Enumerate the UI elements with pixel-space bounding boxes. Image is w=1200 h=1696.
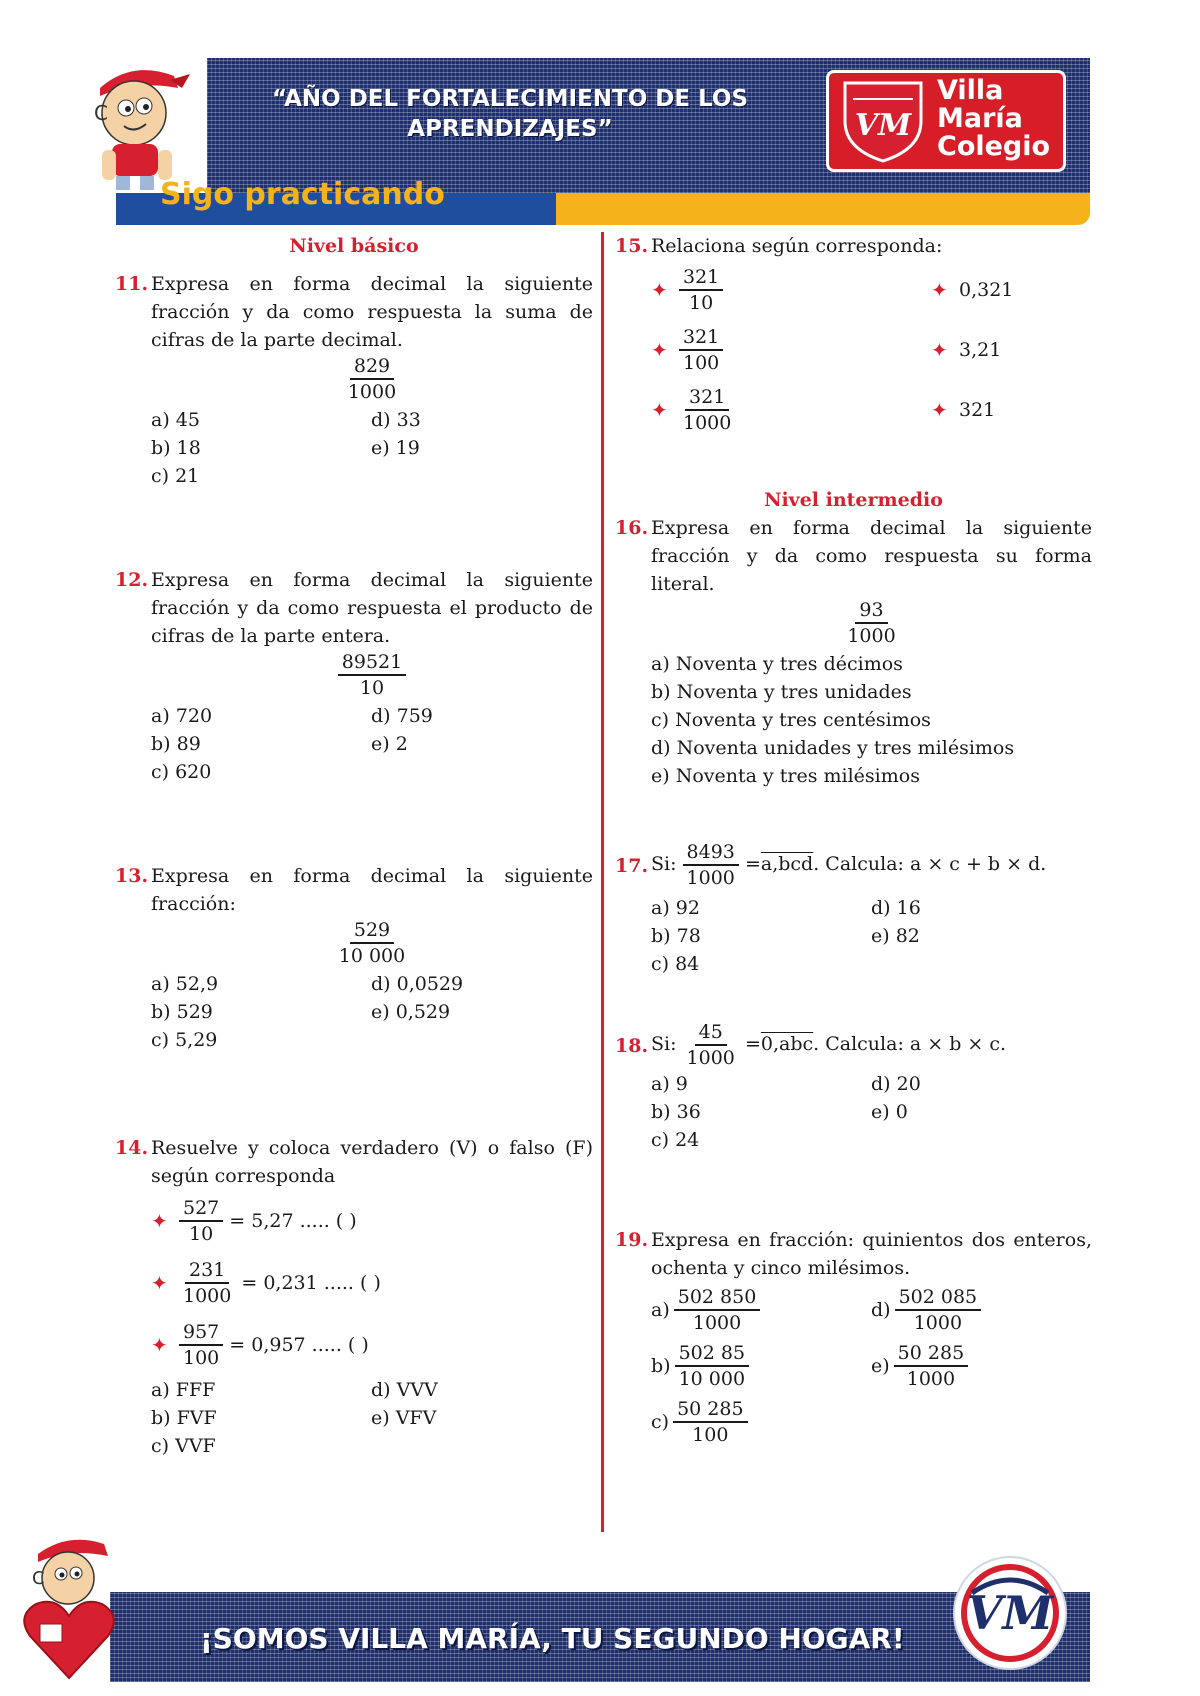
left-column xyxy=(115,232,593,1460)
statement-text: = 0,957 ..... ( ) xyxy=(229,1334,369,1356)
fraction-denominator: 1000 xyxy=(683,412,732,434)
problem-number: 13. xyxy=(115,865,149,887)
true-false-item xyxy=(151,1190,593,1252)
problem-18 xyxy=(615,1020,1092,1154)
match-grid xyxy=(651,260,1092,440)
problem-number: 16. xyxy=(615,517,649,539)
true-false-item xyxy=(151,1314,593,1376)
fraction-denominator: 10 xyxy=(359,677,385,699)
fraction-denominator: 10 xyxy=(189,1223,214,1245)
fraction-denominator: 100 xyxy=(692,1424,729,1446)
svg-text:C: C xyxy=(94,101,108,125)
problem-number: 14. xyxy=(115,1137,149,1159)
problem-number: 18. xyxy=(615,1035,649,1057)
fraction-numerator: 321 xyxy=(679,265,723,291)
answer-option xyxy=(871,1338,1091,1394)
fraction-denominator: 1000 xyxy=(692,1312,742,1334)
answer-option: e) Noventa y tres milésimos xyxy=(651,765,920,787)
school-shield-icon xyxy=(839,77,927,165)
answer-option: d) 759 xyxy=(371,705,433,727)
answer-option: c) 620 xyxy=(151,761,212,783)
fraction-numerator: 829 xyxy=(350,354,394,380)
problem-text: Expresa en forma decimal la siguiente fracción y da como respuesta la suma de cifras de la parte decimal. xyxy=(151,273,593,351)
answer-options xyxy=(151,702,593,786)
answer-option: c) VVF xyxy=(151,1435,216,1457)
fraction-denominator: 100 xyxy=(683,352,720,374)
answer-options xyxy=(151,406,593,490)
problem-12 xyxy=(115,566,593,786)
match-value: 3,21 xyxy=(959,339,1002,361)
section-strip-yellow xyxy=(556,193,1090,225)
fraction-numerator: 957 xyxy=(179,1320,223,1346)
periodic-decimal: a,bcd xyxy=(760,853,814,875)
statement-text: = 5,27 ..... ( ) xyxy=(229,1210,357,1232)
option-label: c) xyxy=(651,1411,670,1433)
answer-option: e) 2 xyxy=(371,733,408,755)
problem-15 xyxy=(615,232,1092,440)
option-label: d) xyxy=(871,1299,891,1321)
answer-option xyxy=(651,1338,871,1394)
match-left-item xyxy=(651,380,931,440)
answer-option: d) 0,0529 xyxy=(371,973,464,995)
answer-options xyxy=(151,970,593,1054)
problem-text: Expresa en forma decimal la siguiente fracción: xyxy=(151,865,593,915)
school-name xyxy=(937,77,1063,161)
answer-option: b) Noventa y tres unidades xyxy=(651,681,912,703)
fraction-denominator: 1000 xyxy=(686,867,735,889)
answer-option: a) 52,9 xyxy=(151,973,219,995)
fraction-numerator: 502 85 xyxy=(675,1341,749,1367)
answer-option: c) 21 xyxy=(151,465,200,487)
fraction-denominator: 1000 xyxy=(913,1312,963,1334)
fraction-numerator: 45 xyxy=(695,1020,727,1046)
answer-option: d) 20 xyxy=(871,1073,921,1095)
fraction-numerator: 231 xyxy=(185,1258,229,1284)
answer-option: a) 45 xyxy=(151,409,200,431)
fraction-denominator: 100 xyxy=(183,1347,220,1369)
right-column xyxy=(615,232,1092,1450)
problem-fraction xyxy=(151,354,593,404)
fraction-denominator: 10 xyxy=(689,292,714,314)
fraction-denominator: 1000 xyxy=(847,625,896,647)
fraction-denominator: 1000 xyxy=(686,1047,735,1069)
answer-option: a) FFF xyxy=(151,1379,216,1401)
match-right-item xyxy=(931,320,1111,380)
answer-option: b) FVF xyxy=(151,1407,217,1429)
problem-number: 15. xyxy=(615,235,649,257)
fraction-numerator: 529 xyxy=(350,918,394,944)
answer-option: d) VVV xyxy=(371,1379,438,1401)
problem-number: 12. xyxy=(115,569,149,591)
true-false-item xyxy=(151,1252,593,1314)
equals-sign: = xyxy=(744,1033,761,1055)
statement-prefix: Si: xyxy=(651,853,677,875)
svg-text:C: C xyxy=(32,1568,45,1589)
diamond-bullet-icon: ✦ xyxy=(151,1333,168,1357)
fraction-numerator: 50 285 xyxy=(894,1341,968,1367)
answer-option: b) 529 xyxy=(151,1001,213,1023)
mascot-heart-illustration xyxy=(12,1532,127,1682)
match-right-item xyxy=(931,260,1111,320)
fraction-numerator: 502 850 xyxy=(674,1285,761,1311)
fraction-numerator: 89521 xyxy=(338,650,406,676)
answer-option: b) 18 xyxy=(151,437,201,459)
fraction-numerator: 93 xyxy=(855,598,887,624)
problem-statement xyxy=(651,1020,1092,1070)
answer-option: c) Noventa y tres centésimos xyxy=(651,709,931,731)
mascot-illustration xyxy=(82,58,192,193)
problem-statement xyxy=(651,840,1092,890)
fraction-numerator: 527 xyxy=(179,1196,223,1222)
problem-number: 11. xyxy=(115,273,149,295)
statement-rest: . Calcula: a × c + b × d. xyxy=(813,853,1047,875)
problem-11 xyxy=(115,270,593,490)
svg-text:VM: VM xyxy=(854,108,912,143)
problem-text: Expresa en fracción: quinientos dos enteros, ochenta y cinco milésimos. xyxy=(651,1229,1092,1279)
diamond-bullet-icon: ✦ xyxy=(651,398,668,422)
footer-slogan: ¡SOMOS VILLA MARÍA, TU SEGUNDO HOGAR! xyxy=(200,1622,905,1655)
diamond-bullet-icon: ✦ xyxy=(651,338,668,362)
answer-option: e) 19 xyxy=(371,437,420,459)
answer-option: c) 24 xyxy=(651,1129,700,1151)
answer-options xyxy=(151,1376,593,1460)
answer-option: a) Noventa y tres décimos xyxy=(651,653,903,675)
statement-text: = 0,231 ..... ( ) xyxy=(241,1272,381,1294)
school-name-line: María xyxy=(937,103,1023,134)
diamond-bullet-icon: ✦ xyxy=(151,1209,168,1233)
fraction-numerator: 321 xyxy=(679,325,723,351)
fraction-numerator: 321 xyxy=(685,385,729,411)
answer-option: e) VFV xyxy=(371,1407,437,1429)
problem-16 xyxy=(615,514,1092,790)
fraction-denominator: 10 000 xyxy=(678,1368,746,1390)
answer-option: a) 9 xyxy=(651,1073,688,1095)
periodic-decimal: 0,abc xyxy=(760,1033,814,1055)
answer-option: d) Noventa unidades y tres milésimos xyxy=(651,737,1015,759)
statement-prefix: Si: xyxy=(651,1033,677,1055)
diamond-bullet-icon: ✦ xyxy=(931,398,948,422)
match-right-item xyxy=(931,380,1111,440)
diamond-bullet-icon: ✦ xyxy=(151,1271,168,1295)
answer-option xyxy=(651,1282,871,1338)
diamond-bullet-icon: ✦ xyxy=(931,338,948,362)
answer-option: d) 16 xyxy=(871,897,921,919)
match-value: 321 xyxy=(959,399,996,421)
answer-options xyxy=(651,894,1092,978)
answer-option: b) 89 xyxy=(151,733,201,755)
column-divider xyxy=(601,232,604,1532)
level-title: Nivel intermedio xyxy=(764,489,943,511)
problem-14 xyxy=(115,1134,593,1460)
problem-19 xyxy=(615,1226,1092,1450)
answer-option: c) 5,29 xyxy=(151,1029,218,1051)
answer-option: e) 82 xyxy=(871,925,920,947)
problem-number: 19. xyxy=(615,1229,649,1251)
motto-text: “AÑO DEL FORTALECIMIENTO DE LOS APRENDIZAJES” xyxy=(271,86,749,142)
answer-option: e) 0 xyxy=(871,1101,908,1123)
svg-text:VM: VM xyxy=(966,1586,1054,1640)
problem-text: Expresa en forma decimal la siguiente fracción y da como respuesta el producto de cifras de la parte entera. xyxy=(151,569,593,647)
problem-number: 17. xyxy=(615,855,649,877)
answer-option: d) 33 xyxy=(371,409,421,431)
fraction-denominator: 10 000 xyxy=(338,945,406,967)
answer-option: b) 36 xyxy=(651,1101,701,1123)
statement-rest: . Calcula: a × b × c. xyxy=(813,1033,1007,1055)
answer-option: a) 720 xyxy=(151,705,213,727)
problem-fraction xyxy=(151,918,593,968)
problem-text: Expresa en forma decimal la siguiente fracción y da como respuesta su forma literal. xyxy=(651,517,1092,595)
diamond-bullet-icon: ✦ xyxy=(651,278,668,302)
problem-text: Resuelve y coloca verdadero (V) o falso (F) según corresponda xyxy=(151,1137,593,1187)
answer-option: a) 92 xyxy=(651,897,700,919)
answer-option: e) 0,529 xyxy=(371,1001,451,1023)
school-emblem-icon xyxy=(950,1553,1070,1673)
fraction-numerator: 502 085 xyxy=(895,1285,982,1311)
answer-options xyxy=(651,1070,1092,1154)
fraction-numerator: 8493 xyxy=(683,840,739,866)
fraction-denominator: 1000 xyxy=(347,381,397,403)
section-title: Sigo practicando xyxy=(160,178,445,212)
match-value: 0,321 xyxy=(959,279,1014,301)
match-left-item xyxy=(651,260,931,320)
problem-text: Relaciona según corresponda: xyxy=(651,235,943,257)
school-name-line: Villa xyxy=(937,75,1004,106)
level-title: Nivel básico xyxy=(289,235,419,257)
problem-fraction xyxy=(651,598,1092,648)
option-label: e) xyxy=(871,1355,890,1377)
answer-option: b) 78 xyxy=(651,925,701,947)
problem-13 xyxy=(115,862,593,1054)
match-left-item xyxy=(651,320,931,380)
answer-option: c) 84 xyxy=(651,953,700,975)
fraction-denominator: 1000 xyxy=(183,1285,232,1307)
option-label: a) xyxy=(651,1299,670,1321)
equals-sign: = xyxy=(744,853,761,875)
problem-17 xyxy=(615,840,1092,978)
answer-option xyxy=(871,1282,1091,1338)
diamond-bullet-icon: ✦ xyxy=(931,278,948,302)
fraction-denominator: 1000 xyxy=(906,1368,956,1390)
option-label: b) xyxy=(651,1355,671,1377)
school-logo xyxy=(826,70,1066,172)
fraction-numerator: 50 285 xyxy=(673,1397,747,1423)
answer-options xyxy=(651,1282,1092,1450)
problem-fraction xyxy=(151,650,593,700)
answer-option xyxy=(651,1394,871,1450)
school-name-line: Colegio xyxy=(937,131,1051,162)
